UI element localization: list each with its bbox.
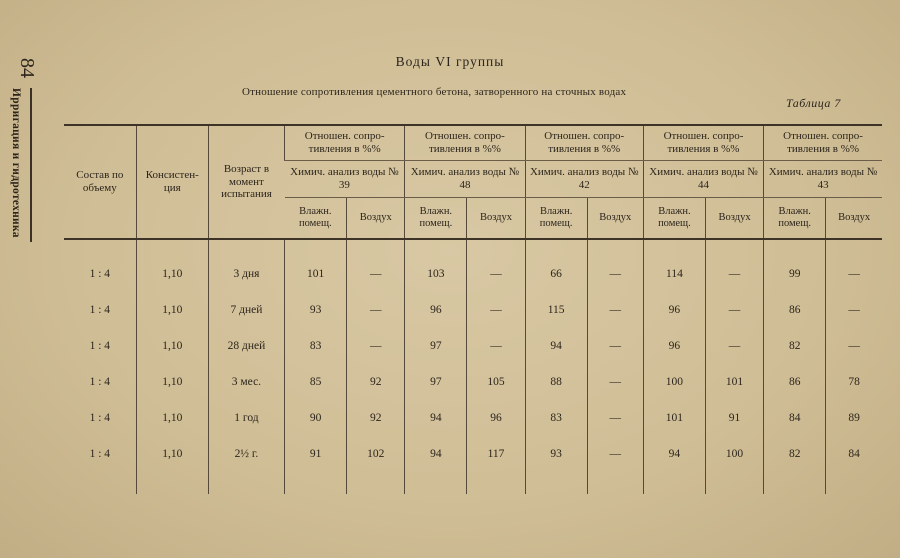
air-value-cell: —	[587, 400, 643, 436]
humid-value-cell: 94	[405, 400, 467, 436]
humid-value-cell: 85	[285, 364, 347, 400]
header-humid: Влажн. помещ.	[764, 198, 826, 240]
humid-value-cell: 101	[643, 400, 705, 436]
header-consistency: Консистен-ция	[136, 125, 208, 239]
age-cell: 7 дней	[208, 292, 284, 328]
humid-value-cell: 94	[405, 436, 467, 472]
humid-value-cell: 83	[285, 328, 347, 364]
running-head: Ирригация и гидротехника	[10, 88, 22, 238]
table-row	[64, 400, 882, 436]
header-air: Воздух	[705, 198, 763, 240]
air-value-cell: 96	[467, 400, 525, 436]
header-humid: Влажн. помещ.	[285, 198, 347, 240]
margin-rule	[30, 88, 32, 242]
humid-value-cell: 103	[405, 256, 467, 292]
humid-value-cell: 96	[405, 292, 467, 328]
humid-value-cell: 96	[643, 328, 705, 364]
composition-cell: 1 : 4	[89, 412, 111, 424]
composition-cell: 1 : 4	[89, 304, 111, 316]
air-value-cell: —	[705, 256, 763, 292]
air-value-cell: —	[347, 256, 405, 292]
air-value-cell: 89	[826, 400, 882, 436]
header-air: Воздух	[347, 198, 405, 240]
table-row	[64, 328, 882, 364]
composition-cell: 1 : 4	[89, 448, 111, 460]
air-value-cell: —	[467, 292, 525, 328]
air-value-cell: —	[826, 328, 882, 364]
age-cell: 3 мес.	[208, 364, 284, 400]
air-value-cell: —	[587, 364, 643, 400]
humid-value-cell: 86	[764, 364, 826, 400]
humid-value-cell: 84	[764, 400, 826, 436]
air-value-cell: 92	[347, 364, 405, 400]
humid-value-cell: 91	[285, 436, 347, 472]
humid-value-cell: 94	[643, 436, 705, 472]
humid-value-cell: 93	[285, 292, 347, 328]
air-value-cell: —	[587, 328, 643, 364]
table-row	[64, 436, 882, 472]
humid-value-cell: 101	[285, 256, 347, 292]
humid-value-cell: 115	[525, 292, 587, 328]
header-age: Возраст в момент испытания	[208, 125, 284, 239]
air-value-cell: 100	[705, 436, 763, 472]
humid-value-cell: 83	[525, 400, 587, 436]
humid-value-cell: 93	[525, 436, 587, 472]
header-humid: Влажн. помещ.	[405, 198, 467, 240]
air-value-cell: 117	[467, 436, 525, 472]
page-number: 84	[16, 58, 38, 78]
air-value-cell: —	[587, 292, 643, 328]
consistency-cell: 1,10	[136, 292, 208, 328]
table-body	[64, 239, 882, 494]
header-air: Воздух	[587, 198, 643, 240]
header-air: Воздух	[826, 198, 882, 240]
age-cell: 2½ г.	[208, 436, 284, 472]
air-value-cell: —	[705, 328, 763, 364]
humid-value-cell: 88	[525, 364, 587, 400]
air-value-cell: —	[587, 436, 643, 472]
table-row	[64, 364, 882, 400]
air-value-cell: —	[587, 256, 643, 292]
composition-cell: 1 : 4	[89, 376, 111, 388]
humid-value-cell: 96	[643, 292, 705, 328]
spacer-row	[64, 472, 882, 494]
header-analysis-44: Химич. анализ воды № 44	[643, 161, 763, 198]
page-heading: Воды VI группы	[395, 54, 505, 69]
consistency-cell: 1,10	[136, 436, 208, 472]
composition-cell: 1 : 4	[89, 340, 111, 352]
header-humid: Влажн. помещ.	[525, 198, 587, 240]
humid-value-cell: 82	[764, 436, 826, 472]
humid-value-cell: 100	[643, 364, 705, 400]
humid-value-cell: 90	[285, 400, 347, 436]
air-value-cell: —	[826, 256, 882, 292]
age-cell: 1 год	[208, 400, 284, 436]
header-group-3: Отношен. сопро-тивления в %%	[525, 125, 643, 161]
table-label: Таблица 7	[786, 96, 841, 110]
humid-value-cell: 114	[643, 256, 705, 292]
header-group-4: Отношен. сопро-тивления в %%	[643, 125, 763, 161]
header-group-1: Отношен. сопро-тивления в %%	[285, 125, 405, 161]
air-value-cell: 101	[705, 364, 763, 400]
table-row	[64, 256, 882, 292]
humid-value-cell: 94	[525, 328, 587, 364]
air-value-cell: —	[347, 292, 405, 328]
header-analysis-42: Химич. анализ воды № 42	[525, 161, 643, 198]
air-value-cell: 102	[347, 436, 405, 472]
data-table	[64, 124, 882, 494]
humid-value-cell: 66	[525, 256, 587, 292]
table-subtitle: Отношение сопротивления цементного бетона, затворенного на сточных водах	[242, 86, 627, 98]
header-group-2: Отношен. сопро-тивления в %%	[405, 125, 525, 161]
header-analysis-43: Химич. анализ воды № 43	[764, 161, 882, 198]
air-value-cell: —	[347, 328, 405, 364]
consistency-cell: 1,10	[136, 256, 208, 292]
air-value-cell: —	[467, 328, 525, 364]
header-analysis-39: Химич. анализ воды № 39	[285, 161, 405, 198]
header-analysis-48: Химич. анализ воды № 48	[405, 161, 525, 198]
air-value-cell: —	[705, 292, 763, 328]
humid-value-cell: 97	[405, 328, 467, 364]
consistency-cell: 1,10	[136, 328, 208, 364]
age-cell: 28 дней	[208, 328, 284, 364]
composition-cell: 1 : 4	[89, 268, 111, 280]
consistency-cell: 1,10	[136, 400, 208, 436]
header-air: Воздух	[467, 198, 525, 240]
air-value-cell: —	[467, 256, 525, 292]
spacer-row	[64, 239, 882, 256]
air-value-cell: 91	[705, 400, 763, 436]
air-value-cell: 84	[826, 436, 882, 472]
header-composition: Состав по объему	[64, 125, 136, 239]
humid-value-cell: 99	[764, 256, 826, 292]
table-row	[64, 292, 882, 328]
age-cell: 3 дня	[208, 256, 284, 292]
air-value-cell: 78	[826, 364, 882, 400]
header-humid: Влажн. помещ.	[643, 198, 705, 240]
consistency-cell: 1,10	[136, 364, 208, 400]
air-value-cell: —	[826, 292, 882, 328]
header-group-5: Отношен. сопро-тивления в %%	[764, 125, 882, 161]
humid-value-cell: 97	[405, 364, 467, 400]
air-value-cell: 105	[467, 364, 525, 400]
humid-value-cell: 86	[764, 292, 826, 328]
humid-value-cell: 82	[764, 328, 826, 364]
air-value-cell: 92	[347, 400, 405, 436]
